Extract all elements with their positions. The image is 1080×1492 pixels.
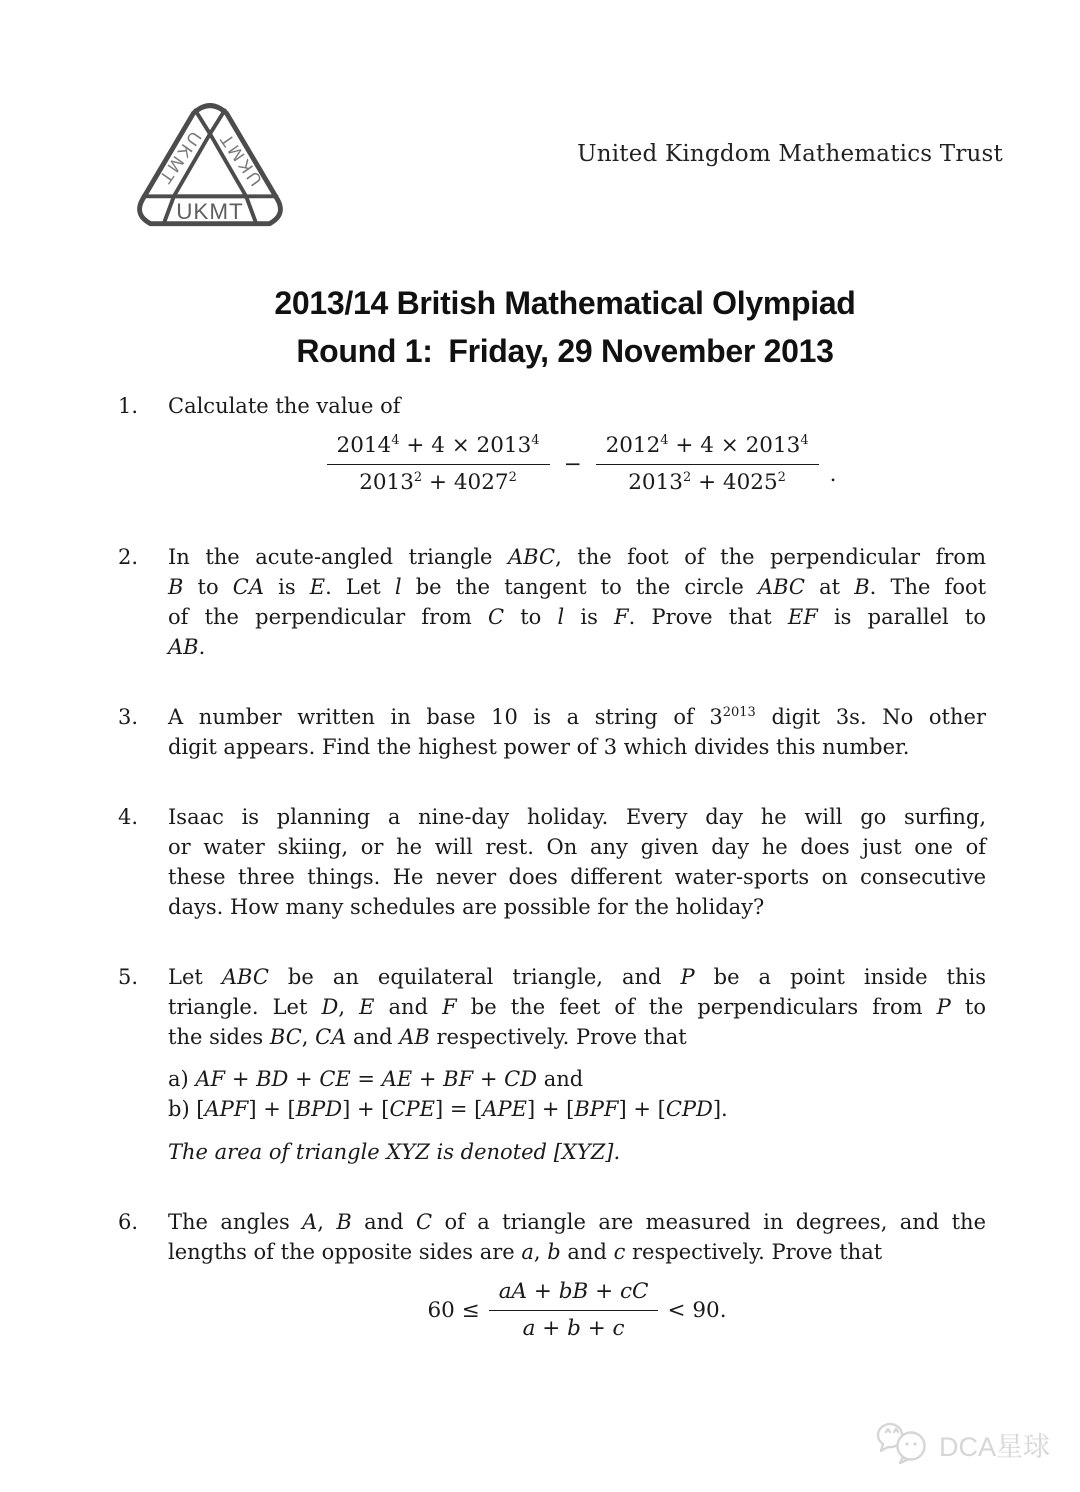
fraction-2-denominator: $2013^2 + 4025^2$ — [628, 470, 786, 495]
problem-6-formula — [168, 1279, 986, 1342]
problem-5-part-b: b) [APF] + [BPD] + [CPE] = [APE] + [BPF] + [CPD]. — [168, 1097, 728, 1121]
text-line: these three things. He never does different water-sports on consecutive — [168, 865, 986, 889]
problem-5 — [118, 962, 986, 1167]
text-line: B to CA is E. Let l be the tangent to the circle ABC at B. The foot — [168, 575, 987, 599]
document-title — [0, 279, 1080, 375]
problem-4-text — [168, 802, 986, 922]
text-line: AB. — [168, 635, 206, 659]
problem-5-note: The area of triangle XYZ is denoted [XYZ]. — [168, 1140, 621, 1164]
problem-6-body — [168, 1207, 986, 1348]
text-line: A number written in base 10 is a string of $3^{2013}$ digit 3s. No other — [168, 705, 986, 729]
problem-2-body — [168, 542, 986, 662]
problem-6 — [118, 1207, 986, 1348]
problem-6-text — [168, 1207, 986, 1267]
organisation-name: United Kingdom Mathematics Trust — [577, 141, 1003, 167]
problem-1-body — [168, 391, 986, 502]
fraction-3 — [489, 1279, 659, 1342]
text-line: The angles A, B and C of a triangle are measured in degrees, and the — [168, 1210, 986, 1234]
fraction-2 — [596, 433, 819, 496]
problem-1-formula — [168, 433, 986, 496]
problem-2 — [118, 542, 986, 662]
wechat-icon — [876, 1422, 930, 1466]
ukmt-logo-icon — [127, 94, 293, 242]
text-line: digit appears. Find the highest power of 3 which divides this number. — [168, 735, 910, 759]
text-line: of the perpendicular from C to l is F. Prove that EF is parallel to — [168, 605, 987, 629]
problem-5-text — [168, 962, 986, 1052]
problem-6-number: 6. — [118, 1210, 139, 1234]
ukmt-logo — [127, 94, 293, 242]
formula-rhs: < 90. — [667, 1297, 727, 1323]
watermark-text: DCA星球 — [938, 1431, 1050, 1462]
title-line-2: Round 1: Friday, 29 November 2013 — [296, 333, 834, 369]
problem-5-body — [168, 962, 986, 1167]
problem-2-text — [168, 542, 986, 662]
logo-banner-text: UKMT — [176, 198, 244, 224]
fraction-1-denominator: $2013^2 + 4027^2$ — [359, 470, 517, 495]
formula-period: . — [829, 461, 837, 487]
problem-5-part-a: a) AF + BD + CE = AE + BF + CD and — [168, 1067, 584, 1091]
problem-4-number: 4. — [118, 805, 139, 829]
problem-3-text — [168, 702, 986, 762]
text-line: triangle. Let D, E and F be the feet of the perpendiculars from P to — [168, 995, 986, 1019]
title-line-1: 2013/14 British Mathematical Olympiad — [274, 285, 856, 321]
fraction-1-numerator: $2014^4 + 4 \times 2013^4$ — [327, 433, 550, 465]
fraction-3-denominator: a + b + c — [522, 1316, 625, 1341]
minus-operator: − — [563, 451, 582, 477]
problem-1 — [118, 391, 986, 502]
problem-list — [118, 391, 986, 1388]
logo-left-text: UKMT — [153, 127, 206, 190]
text-line: the sides BC, CA and AB respectively. Prove that — [168, 1025, 687, 1049]
formula-lhs: 60 ≤ — [427, 1297, 480, 1323]
fraction-3-numerator: aA + bB + cC — [489, 1279, 659, 1311]
text-line: In the acute-angled triangle ABC, the foot of the perpendicular from — [168, 545, 986, 569]
problem-1-text — [168, 391, 986, 421]
problem-1-number: 1. — [118, 394, 139, 418]
problem-4-body — [168, 802, 986, 922]
text-line: or water skiing, or he will rest. On any given day he does just one of — [168, 835, 986, 859]
problem-3 — [118, 702, 986, 762]
problem-2-number: 2. — [118, 545, 139, 569]
text-line: days. How many schedules are possible for the holiday? — [168, 895, 765, 919]
text-line: Calculate the value of — [168, 394, 401, 418]
text-line: lengths of the opposite sides are a, b and c respectively. Prove that — [168, 1240, 883, 1264]
problem-5-number: 5. — [118, 965, 139, 989]
logo-right-text: UKMT — [214, 127, 267, 190]
problem-4 — [118, 802, 986, 922]
watermark — [876, 1422, 1050, 1466]
text-line: Let ABC be an equilateral triangle, and P be a point inside this — [168, 965, 986, 989]
problem-5-parts — [168, 1064, 986, 1124]
fraction-1 — [327, 433, 550, 496]
problem-3-number: 3. — [118, 705, 139, 729]
problem-3-body — [168, 702, 986, 762]
text-line: Isaac is planning a nine-day holiday. Every day he will go surfing, — [168, 805, 986, 829]
fraction-2-numerator: $2012^4 + 4 \times 2013^4$ — [596, 433, 819, 465]
